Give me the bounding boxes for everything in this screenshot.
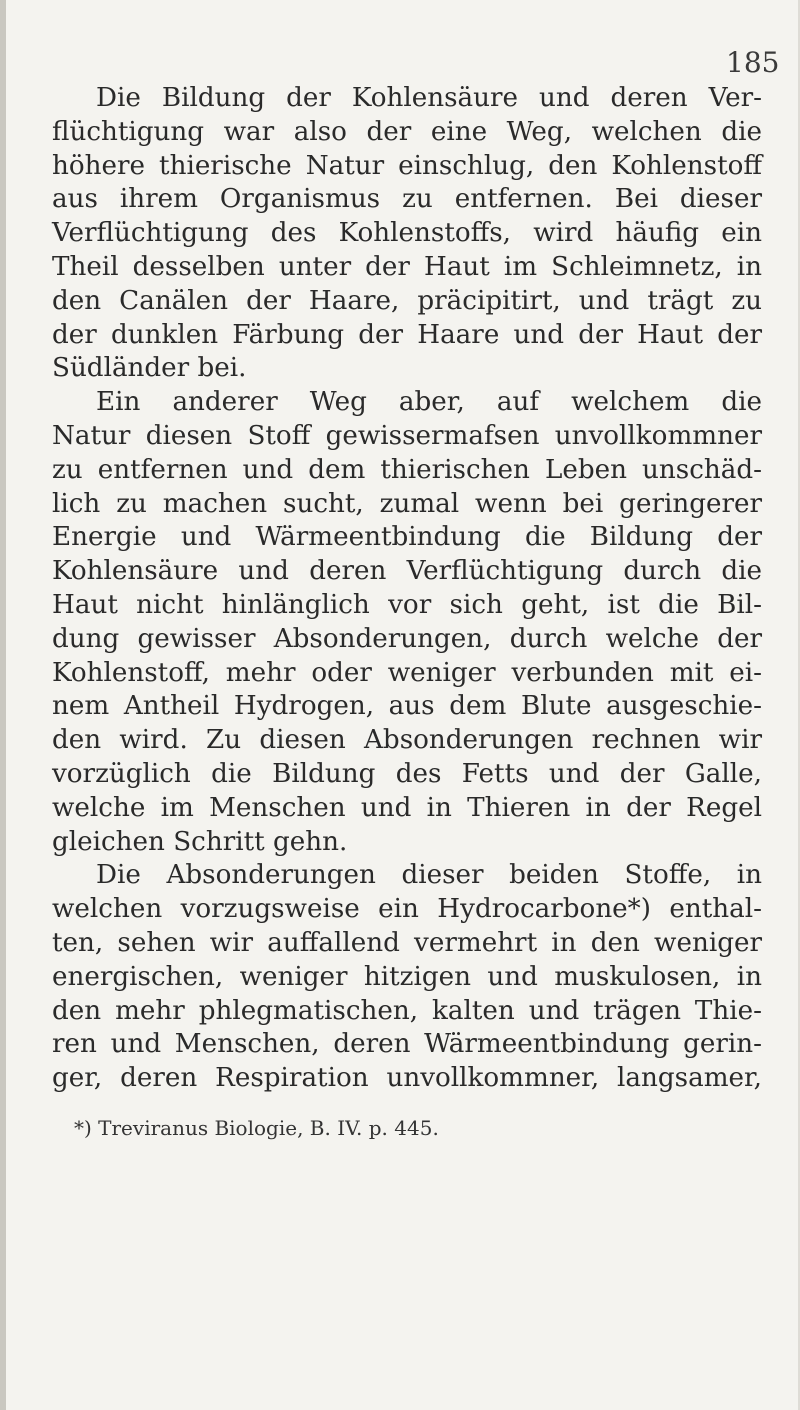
footnote: *) Treviranus Biologie, B. IV. p. 445.: [74, 1116, 439, 1140]
text-line: ren und Menschen, deren Wärmeentbindung gerin-: [52, 1029, 762, 1060]
page-binding-edge: [0, 0, 6, 1410]
text-line: ger, deren Respiration unvollkommner, langsamer,: [52, 1063, 762, 1094]
text-line: dung gewisser Absonderungen, durch welche der: [52, 623, 762, 654]
text-line: der dunklen Färbung der Haare und der Haut der: [52, 319, 762, 350]
main-text: [52, 82, 762, 1096]
page-number: 185: [726, 46, 780, 79]
text-line: Verflüchtigung des Kohlenstoffs, wird häufig ein: [52, 218, 762, 249]
text-line: welchen vorzugsweise ein Hydrocarbone*) enthal-: [52, 894, 762, 925]
text-line: Die Absonderungen dieser beiden Stoffe, in: [96, 860, 762, 891]
text-line: Haut nicht hinlänglich vor sich geht, ist die Bil-: [52, 589, 762, 620]
text-line: Ein anderer Weg aber, auf welchem die: [96, 387, 762, 418]
text-line: den wird. Zu diesen Absonderungen rechnen wir: [52, 725, 762, 756]
text-line: energischen, weniger hitzigen und muskulosen, in: [52, 961, 762, 992]
text-line: Kohlensäure und deren Verflüchtigung durch die: [52, 556, 762, 587]
text-line: zu entfernen und dem thierischen Leben unschäd-: [52, 454, 762, 485]
text-line: nem Antheil Hydrogen, aus dem Blute ausgeschie-: [52, 691, 762, 722]
text-line: flüchtigung war also der eine Weg, welchen die: [52, 116, 762, 147]
text-line: Energie und Wärmeentbindung die Bildung der: [52, 522, 762, 553]
text-line: gleichen Schritt gehn.: [52, 826, 348, 857]
text-line: aus ihrem Organismus zu entfernen. Bei dieser: [52, 184, 762, 215]
text-line: Südländer bei.: [52, 353, 247, 384]
text-line: Natur diesen Stoff gewissermafsen unvollkommner: [52, 420, 762, 451]
text-line: Die Bildung der Kohlensäure und deren Ver-: [96, 83, 762, 113]
text-line: höhere thierische Natur einschlug, den Kohlenstoff: [52, 150, 762, 181]
text-line: Theil desselben unter der Haut im Schleimnetz, in: [52, 251, 762, 282]
text-line: welche im Menschen und in Thieren in der Regel: [52, 792, 762, 823]
text-line: lich zu machen sucht, zumal wenn bei geringerer: [52, 488, 762, 519]
text-line: ten, sehen wir auffallend vermehrt in den weniger: [52, 927, 762, 958]
text-line: Kohlenstoff, mehr oder weniger verbunden mit ei-: [52, 657, 762, 688]
text-line: den Canälen der Haare, präcipitirt, und trägt zu: [52, 285, 762, 316]
text-line: den mehr phlegmatischen, kalten und trägen Thie-: [52, 995, 762, 1026]
text-line: vorzüglich die Bildung des Fetts und der Galle,: [52, 758, 762, 789]
